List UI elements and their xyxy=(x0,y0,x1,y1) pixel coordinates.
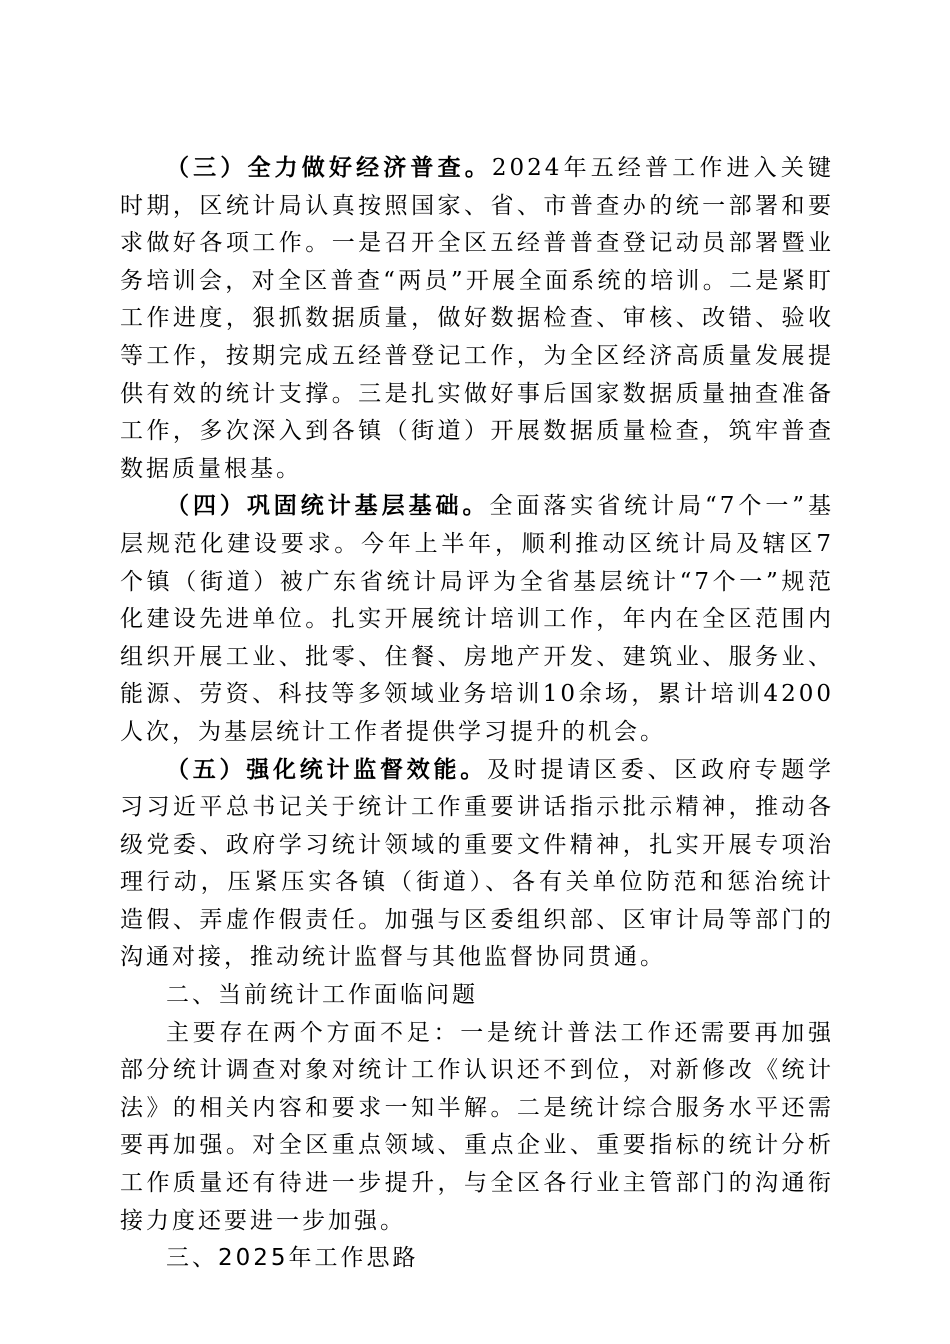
paragraph-lead: （四）巩固统计基层基础。 xyxy=(166,493,490,520)
section-heading-problems: 二、当前统计工作面临问题 xyxy=(166,982,478,1009)
paragraph-supervision xyxy=(120,752,834,978)
paragraph-economic-census xyxy=(120,150,834,488)
paragraph-text: 及时提请区委、区政府专题学习习近平总书记关于统计工作重要讲话指示批示精神，推动各级党委、政府学习统计领域的重要文件精神，扎实开展专项治理行动，压紧压实各镇（街道）、各有关单位防范和惩治统计造假、弄虚作假责任。加强与区委组织部、区审计局等部门的沟通对接，推动统计监督与其他监督协同贯通。 xyxy=(120,756,834,971)
paragraph-problems: 主要存在两个方面不足：一是统计普法工作还需要再加强部分统计调查对象对统计工作认识还不到位，对新修改《统计法》的相关内容和要求一知半解。二是统计综合服务水平还需要再加强。对全区重点领域、重点企业、重要指标的统计分析工作质量还有待进一步提升，与全区各行业主管部门的沟通衔接力度还要进一步加强。 xyxy=(120,1019,834,1234)
section-heading-2025-plan: 三、2025年工作思路 xyxy=(166,1245,419,1272)
paragraph-lead: （五）强化统计监督效能。 xyxy=(166,756,487,783)
paragraph-grassroots-foundation xyxy=(120,488,834,751)
paragraph-lead: （三）全力做好经济普查。 xyxy=(166,155,492,181)
paragraph-text: 全面落实省统计局“7个一”基层规范化建设要求。今年上半年，顺利推动区统计局及辖区7个镇（街道）被广东省统计局评为全省基层统计“7个一”规范化建设先进单位。扎实开展统计培训工作，年内在全区范围内组织开展工业、批零、住餐、房地产开发、建筑业、服务业、能源、劳资、科技等多领域业务培训10余场，累计培训4200人次，为基层统计工作者提供学习提升的机会。 xyxy=(120,493,834,745)
paragraph-text: 2024年五经普工作进入关键时期，区统计局认真按照国家、省、市普查办的统一部署和要求做好各项工作。一是召开全区五经普普查登记动员部署暨业务培训会，对全区普查“两员”开展全面系统的培训。二是紧盯工作进度，狠抓数据质量，做好数据检查、审核、改错、验收等工作，按期完成五经普登记工作，为全区经济高质量发展提供有效的统计支撑。三是扎实做好事后国家数据质量抽查准备工作，多次深入到各镇（街道）开展数据质量检查，筑牢普查数据质量根基。 xyxy=(120,155,834,482)
document-body xyxy=(120,150,834,1278)
